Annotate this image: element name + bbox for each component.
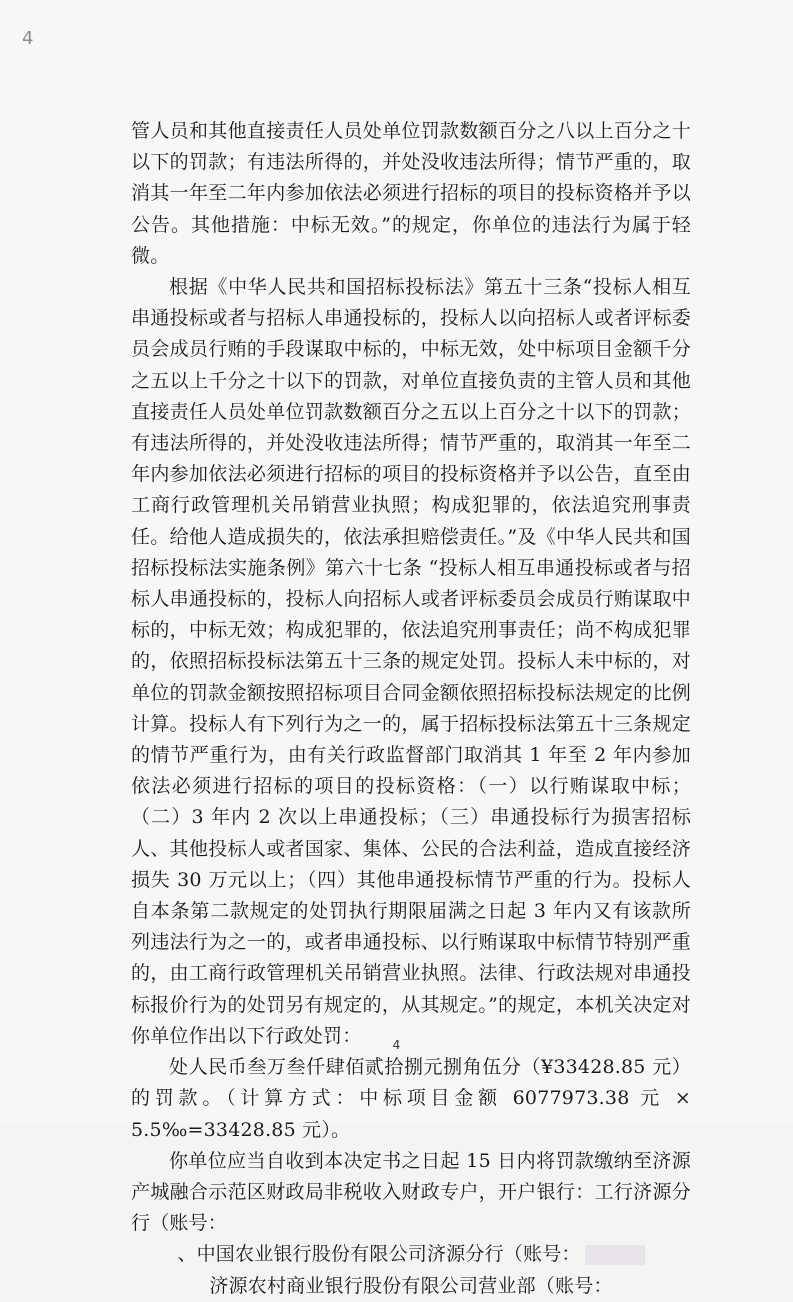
paragraph-payment: 你单位应当自收到本决定书之日起 15 日内将罚款缴纳至济源产城融合示范区财政局非税收入财政专户，开户银行：工行济源分行（账号： (131, 1149, 691, 1235)
bank-line-agricultural-text: 、中国农业银行股份有限公司济源分行（账号： (177, 1243, 581, 1266)
redacted-account-box (585, 1245, 645, 1265)
paragraph-legal-basis: 根据《中华人民共和国招标投标法》第五十三条“投标人相互串通投标或者与招标人串通投标的，投标人以向招标人或者评标委员会成员行贿的手段谋取中标的，中标无效，处中标项目金额千分之五以上千分之十以下的罚款，对单位直接负责的主管人员和其他直接责任人员处单位罚款数额百分之五以上百分之十以下的罚款；有违法所得的，并处没收违法所得；情节严重的，取消其一年至二年内参加依法必须进行招标的项目的投标资格并予以公告，直至由工商行政管理机关吊销营业执照；构成犯罪的，依法追究刑事责任。给他人造成损失的，依法承担赔偿责任。”及《中华人民共和国招标投标法实施条例》第六十七条 “投标人相互串通投标或者与招标人串通投标的，投标人向招标人或者评标委员会成员行贿谋取中标的，中标无效；构成犯罪的，依法追究刑事责任；尚不构成犯罪的，依照招标投标法第五十三条的规定处罚。投标人未中标的，对单位的罚款金额按照招标项目合同金额依照招标投标法规定的比例计算。投标人有下列行为之一的，属于招标投标法第五十三条规定的情节严重行为，由有关行政监督部门取消其 1 年至 2 年内参加依法必须进行招标的项目的投标资格：（一）以行贿谋取中标；（二）3 年内 2 次以上串通投标；（三）串通投标行为损害招标人、其他投标人或者国家、集体、公民的合法利益，造成直接经济损失 30 万元以上；（四）其他串通投标情节严重的行为。投标人自本条第二款规定的处罚执行期限届满之日起 3 年内又有该款所列违法行为之一的，或者串通投标、以行贿谋取中标情节特别严重的，由工商行政管理机关吊销营业执照。法律、行政法规对串通投标报价行为的处罚另有规定的，从其规定。”的规定，本机关决定对你单位作出以下行政处罚： (131, 276, 691, 1047)
corner-handwritten-mark: 4 (22, 28, 34, 49)
paragraph-penalty: 处人民币叁万叁仟肆佰贰拾捌元捌角伍分（¥33428.85 元）的罚款。（计算方式：中标项目金额 6077973.38 元 × 5.5‰=33428.85 元）。 (131, 1056, 691, 1141)
bank-line-rural-commercial: 济源农村商业银行股份有限公司营业部（账号： (209, 1274, 613, 1297)
paragraph-continuation: 管人员和其他直接责任人员处单位罚款数额百分之八以上百分之十以下的罚款；有违法所得的，并处没收违法所得；情节严重的，取消其一年至二年内参加依法必须进行招标的项目的投标资格并予以公告。其他措施：中标无效。”的规定，你单位的违法行为属于轻微。 (131, 120, 691, 267)
bank-line-agricultural (131, 1239, 691, 1270)
document-body (131, 116, 691, 1302)
page-number: 4 (392, 1038, 401, 1052)
